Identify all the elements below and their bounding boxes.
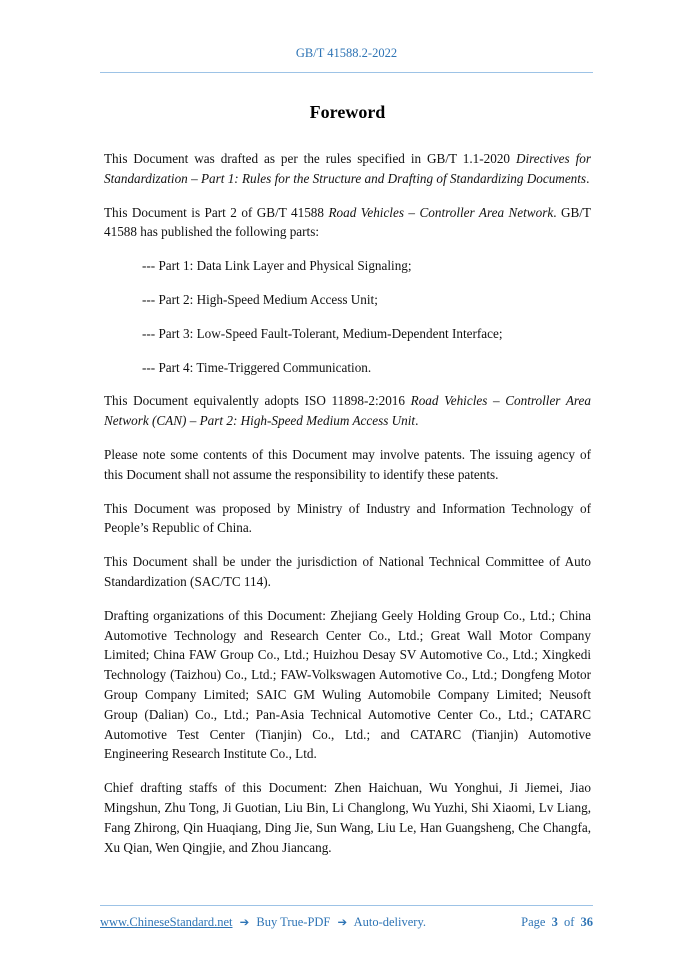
page-number: 3: [551, 915, 558, 929]
arrow-icon: ➔: [239, 915, 250, 929]
of-label: of: [563, 915, 575, 929]
text-run: This Document shall be under the jurisdiction of National Technical Committee of Auto Standardization (SAC/TC 114).: [104, 554, 591, 589]
text-run: . GB/T 41588 has published the following parts:: [104, 204, 591, 240]
footer-buy-text: Buy True-PDF: [256, 915, 331, 929]
list-item-part-3: [142, 324, 591, 344]
italic-text-run: Road Vehicles – Controller Area Network: [328, 204, 554, 220]
para-chief-drafting-staffs: [104, 778, 591, 857]
text-run: --- Part 2: High-Speed Medium Access Unit;: [142, 291, 378, 307]
page-title: Foreword: [309, 102, 386, 122]
page-footer: [100, 905, 593, 930]
para-proposed-by: [104, 499, 591, 539]
arrow-icon: ➔: [337, 915, 348, 929]
page-header: [100, 46, 593, 73]
para-patents: [104, 445, 591, 485]
footer-delivery-text: Auto-delivery.: [353, 915, 427, 929]
text-run: Please note some contents of this Document may involve patents. The issuing agency of this Document shall not assume the responsibility to identify these patents.: [104, 446, 591, 482]
para-jurisdiction: [104, 552, 591, 592]
para-iso-adoption: [104, 391, 591, 431]
text-run: This Document was proposed by Ministry of Industry and Information Technology of People’s Republic of China.: [104, 500, 591, 536]
document-code: GB/T 41588.2-2022: [295, 46, 398, 60]
page-label: Page: [521, 915, 546, 929]
text-run: Chief drafting staffs of this Document: Zhen Haichuan, Wu Yonghui, Ji Jiemei, Jiao Mingshun, Zhu Tong, Ji Guotian, Liu Bin, Li Changlong, Wu Yuzhi, Shi Xiaomi, Lv Liang, Fang Zhirong, Qin Huaqiang, Ding Jie, Sun Wang, Liu Le, Han Guangsheng, Che Changfa, Xu Qian, Wen Qingjie, and Zhou Jiancang.: [104, 780, 591, 855]
para-drafting-organizations: [104, 606, 591, 764]
page-total: 36: [580, 915, 593, 929]
page-indicator: [518, 915, 593, 930]
text-run: Drafting organizations of this Document: Zhejiang Geely Holding Group Co., Ltd.; China Automotive Technology and Research Center Co., Ltd.; Great Wall Motor Company Limited; China FAW Group Co., Ltd.; Huizhou Desay SV Automotive Co., Ltd.; Xingkedi Technology (Taizhou) Co., Ltd.; FAW-Volkswagen Automotive Co., Ltd.; Dongfeng Motor Group Company Limited; SAIC GM Wuling Automobile Company Limited; Neusoft Group (Dalian) Co., Ltd.; Pan-Asia Technical Automotive Center Co., Ltd.; CATARC Automotive Test Center (Tianjin) Co., Ltd.; and CATARC (Tianjin) Automotive Engineering Research Institute Co., Ltd.: [104, 607, 591, 762]
text-run: This Document equivalently adopts ISO 11898-2:2016: [104, 393, 411, 409]
page-content: [104, 88, 591, 871]
text-run: --- Part 3: Low-Speed Fault-Tolerant, Medium-Dependent Interface;: [142, 325, 503, 341]
text-run: --- Part 1: Data Link Layer and Physical Signaling;: [142, 258, 412, 274]
text-run: --- Part 4: Time-Triggered Communication.: [142, 359, 372, 375]
paragraphs: [104, 149, 591, 857]
italic-text-run: Directives for Standardization – Part 1: Rules for the Structure and Drafting of Standardizing Documents: [104, 151, 591, 186]
para-part-intro: [104, 203, 591, 243]
para-drafting-rules: [104, 149, 591, 189]
text-run: .: [415, 413, 419, 429]
website-link[interactable]: www.ChineseStandard.net: [100, 915, 233, 929]
footer-left: [100, 915, 430, 930]
italic-text-run: Road Vehicles – Controller Area Network (CAN) – Part 2: High-Speed Medium Access Unit: [104, 393, 591, 429]
text-run: This Document was drafted as per the rules specified in GB/T 1.1-2020: [104, 151, 516, 166]
text-run: .: [586, 170, 590, 186]
list-item-part-4: [142, 358, 591, 378]
text-run: This Document is Part 2 of GB/T 41588: [104, 204, 329, 220]
list-item-part-2: [142, 290, 591, 310]
list-item-part-1: [142, 256, 591, 276]
